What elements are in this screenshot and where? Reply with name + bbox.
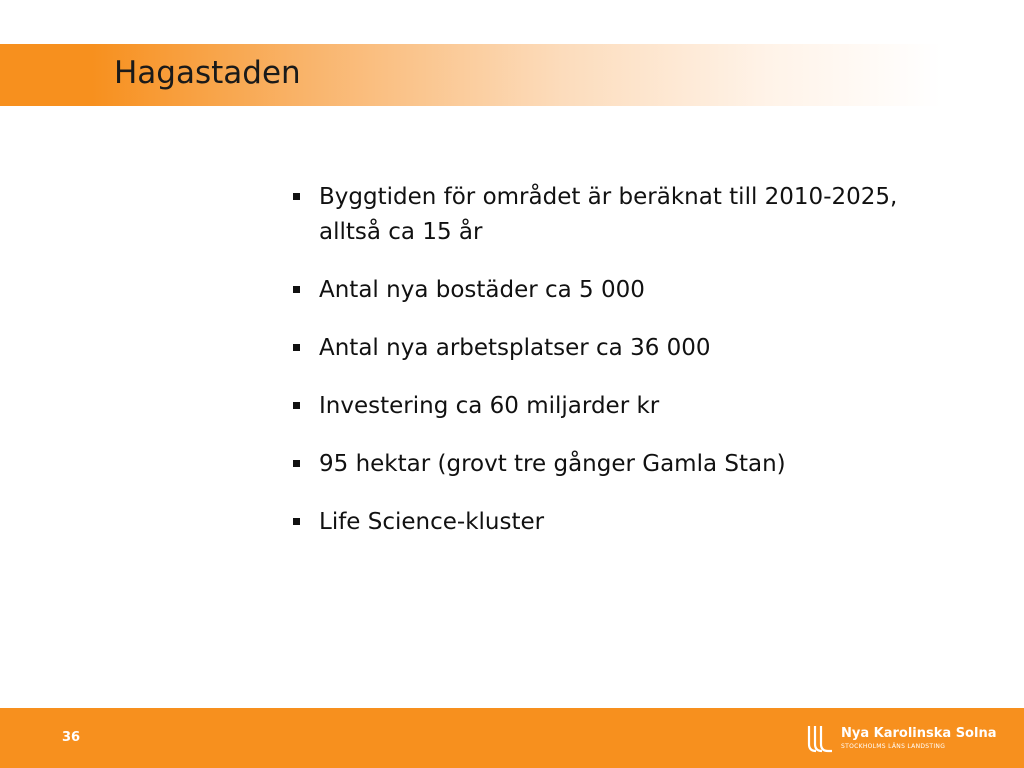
bullet-item bbox=[292, 331, 932, 366]
bullet-text: 95 hektar (grovt tre gånger Gamla Stan) bbox=[319, 451, 786, 477]
slide-title: Hagastaden bbox=[114, 55, 301, 91]
square-bullet-icon bbox=[293, 193, 300, 200]
bullet-list bbox=[292, 180, 932, 563]
page-number: 36 bbox=[62, 730, 81, 745]
logo-subtitle: STOCKHOLMS LÄNS LANDSTING bbox=[841, 743, 946, 750]
bullet-text: Antal nya arbetsplatser ca 36 000 bbox=[319, 335, 711, 361]
bullet-text: Investering ca 60 miljarder kr bbox=[319, 393, 660, 419]
square-bullet-icon bbox=[293, 518, 300, 525]
bullet-item bbox=[292, 273, 932, 308]
logo-name: Nya Karolinska Solna bbox=[841, 726, 997, 741]
square-bullet-icon bbox=[293, 344, 300, 351]
square-bullet-icon bbox=[293, 460, 300, 467]
bullet-item bbox=[292, 180, 932, 250]
bullet-item bbox=[292, 447, 932, 482]
bullet-text: Life Science-kluster bbox=[319, 509, 545, 535]
square-bullet-icon bbox=[293, 402, 300, 409]
bullet-text: Byggtiden för området är beräknat till 2010-2025, alltså ca 15 år bbox=[319, 184, 898, 245]
nya-karolinska-logo bbox=[804, 724, 1004, 756]
bullet-text: Antal nya bostäder ca 5 000 bbox=[319, 277, 645, 303]
bullet-item bbox=[292, 389, 932, 424]
bullet-item bbox=[292, 505, 932, 540]
logo-mark-icon bbox=[804, 724, 834, 754]
square-bullet-icon bbox=[293, 286, 300, 293]
